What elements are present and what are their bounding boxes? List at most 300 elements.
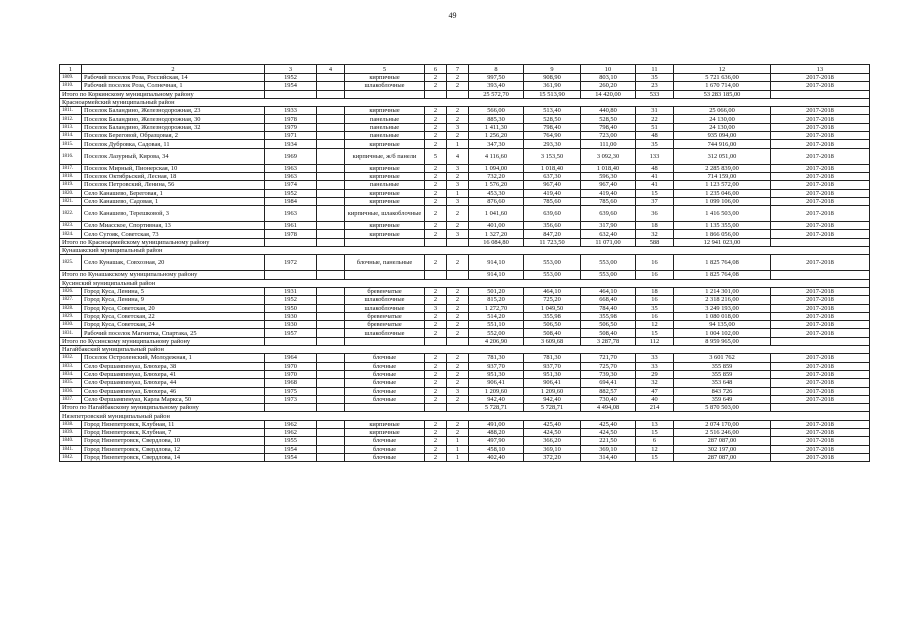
- area-living-cell: 906,41: [524, 379, 581, 387]
- row-number-cell: 1809.: [60, 74, 82, 82]
- column-number: 1: [60, 65, 82, 74]
- cost-cell: 714 159,00: [674, 172, 771, 180]
- column-number: 5: [345, 65, 425, 74]
- cost-cell: 302 197,00: [674, 445, 771, 453]
- area-living-cell: 424,50: [524, 428, 581, 436]
- col-4-cell: [317, 312, 345, 320]
- col-4-cell: [317, 445, 345, 453]
- empty-cell: [771, 90, 870, 98]
- column-number: 13: [771, 65, 870, 74]
- section-row: [60, 412, 870, 420]
- cost-cell: 3 249 193,00: [674, 304, 771, 312]
- table-row: [60, 123, 870, 131]
- wall-material-cell: блочные: [345, 379, 425, 387]
- period-cell: 2017-2018: [771, 164, 870, 172]
- area-residential-cell: 967,40: [581, 181, 636, 189]
- area-residential-cell: 798,40: [581, 123, 636, 131]
- wall-material-cell: кирпичные: [345, 230, 425, 238]
- floors-cell: 2: [425, 230, 447, 238]
- address-cell: Поселок Дубровка, Садовая, 11: [82, 140, 265, 148]
- entrances-cell: 3: [447, 123, 469, 131]
- residents-cell: 31: [636, 107, 674, 115]
- wall-material-cell: блочные, панельные: [345, 255, 425, 271]
- table-row: [60, 379, 870, 387]
- wall-material-cell: кирпичные: [345, 197, 425, 205]
- residents-cell: 32: [636, 230, 674, 238]
- residents-cell: 23: [636, 82, 674, 90]
- row-number-cell: 1836.: [60, 387, 82, 395]
- cost-cell: 287 087,00: [674, 437, 771, 445]
- col-4-cell: [317, 370, 345, 378]
- area-total-cell: 997,50: [469, 74, 524, 82]
- section-title: Кусинский муниципальный район: [60, 279, 870, 287]
- area-total-cell: 732,20: [469, 172, 524, 180]
- cost-cell: 1 099 106,00: [674, 197, 771, 205]
- address-cell: Село Фершампенуаз, Блюхера, 38: [82, 362, 265, 370]
- address-cell: Поселок Баландино, Железнодорожная, 23: [82, 107, 265, 115]
- area-total-cell: 885,30: [469, 115, 524, 123]
- wall-material-cell: кирпичные: [345, 189, 425, 197]
- table-row: [60, 82, 870, 90]
- residents-cell: 15: [636, 329, 674, 337]
- total-label: Итого по Коркинскому муниципальному району: [60, 90, 265, 98]
- year-built-cell: 1964: [265, 354, 317, 362]
- residents-cell: 51: [636, 123, 674, 131]
- area-living-cell: 942,40: [524, 395, 581, 403]
- cost-cell: 744 916,00: [674, 140, 771, 148]
- area-living-cell: 356,60: [524, 222, 581, 230]
- year-built-cell: 1969: [265, 148, 317, 164]
- row-number-cell: 1839.: [60, 428, 82, 436]
- area-residential-cell: 1 018,40: [581, 164, 636, 172]
- entrances-cell: 1: [447, 437, 469, 445]
- area-total-cell: 347,30: [469, 140, 524, 148]
- empty-cell: [447, 337, 469, 345]
- total-area-total-cell: 25 572,70: [469, 90, 524, 98]
- entrances-cell: 2: [447, 115, 469, 123]
- wall-material-cell: кирпичные: [345, 172, 425, 180]
- area-living-cell: 785,60: [524, 197, 581, 205]
- floors-cell: 2: [425, 379, 447, 387]
- entrances-cell: 1: [447, 453, 469, 461]
- period-cell: 2017-2018: [771, 206, 870, 222]
- empty-cell: [265, 337, 317, 345]
- section-title: Красноармейский муниципальный район: [60, 98, 870, 106]
- floors-cell: 2: [425, 132, 447, 140]
- total-area-living-cell: 3 609,68: [524, 337, 581, 345]
- total-label: Итого по Нагайбакскому муниципальному району: [60, 404, 265, 412]
- year-built-cell: 1984: [265, 197, 317, 205]
- cost-cell: 353 648: [674, 379, 771, 387]
- period-cell: 2017-2018: [771, 362, 870, 370]
- area-living-cell: 528,50: [524, 115, 581, 123]
- cost-cell: 1 214 301,00: [674, 287, 771, 295]
- section-row: [60, 279, 870, 287]
- address-cell: Город Куса, Советская, 20: [82, 304, 265, 312]
- table-row: [60, 140, 870, 148]
- year-built-cell: 1978: [265, 230, 317, 238]
- entrances-cell: 2: [447, 82, 469, 90]
- residents-cell: 41: [636, 172, 674, 180]
- period-cell: 2017-2018: [771, 123, 870, 131]
- address-cell: Село Канашево, Терешковой, 3: [82, 206, 265, 222]
- address-cell: Город Нязепетровск, Свердлова, 14: [82, 453, 265, 461]
- table-row: [60, 362, 870, 370]
- floors-cell: 2: [425, 206, 447, 222]
- row-number-cell: 1819.: [60, 181, 82, 189]
- residents-cell: 37: [636, 197, 674, 205]
- period-cell: 2017-2018: [771, 230, 870, 238]
- area-residential-cell: 784,40: [581, 304, 636, 312]
- floors-cell: 2: [425, 428, 447, 436]
- floors-cell: 2: [425, 420, 447, 428]
- row-number-cell: 1837.: [60, 395, 82, 403]
- residents-cell: 16: [636, 255, 674, 271]
- wall-material-cell: панельные: [345, 132, 425, 140]
- entrances-cell: 2: [447, 287, 469, 295]
- section-row: [60, 247, 870, 255]
- address-cell: Поселок Мирный, Пионерская, 10: [82, 164, 265, 172]
- period-cell: 2017-2018: [771, 82, 870, 90]
- area-living-cell: 3 153,50: [524, 148, 581, 164]
- total-area-total-cell: 914,10: [469, 271, 524, 279]
- area-total-cell: 1 327,20: [469, 230, 524, 238]
- entrances-cell: 2: [447, 74, 469, 82]
- cost-cell: 1 123 572,00: [674, 181, 771, 189]
- empty-cell: [771, 337, 870, 345]
- period-cell: 2017-2018: [771, 107, 870, 115]
- address-cell: Село Кунашак, Совхозная, 20: [82, 255, 265, 271]
- area-residential-cell: 596,30: [581, 172, 636, 180]
- year-built-cell: 1930: [265, 312, 317, 320]
- address-cell: Поселок Береговой, Образцовая, 2: [82, 132, 265, 140]
- residents-cell: 48: [636, 132, 674, 140]
- column-number-row: [60, 65, 870, 74]
- wall-material-cell: бревенчатые: [345, 321, 425, 329]
- empty-cell: [447, 271, 469, 279]
- area-residential-cell: 3 092,30: [581, 148, 636, 164]
- area-residential-cell: 317,90: [581, 222, 636, 230]
- row-number-cell: 1835.: [60, 379, 82, 387]
- row-number-cell: 1818.: [60, 172, 82, 180]
- area-living-cell: 798,40: [524, 123, 581, 131]
- row-number-cell: 1817.: [60, 164, 82, 172]
- area-residential-cell: 528,50: [581, 115, 636, 123]
- floors-cell: 2: [425, 395, 447, 403]
- total-row: [60, 337, 870, 345]
- wall-material-cell: блочные: [345, 437, 425, 445]
- total-label: Итого по Кусинскому муниципальному району: [60, 337, 265, 345]
- row-number-cell: 1834.: [60, 370, 82, 378]
- col-4-cell: [317, 82, 345, 90]
- area-total-cell: 402,40: [469, 453, 524, 461]
- year-built-cell: 1973: [265, 395, 317, 403]
- address-cell: Город Нязепетровск, Свердлова, 10: [82, 437, 265, 445]
- empty-cell: [265, 271, 317, 279]
- address-cell: Село Сугояк, Советская, 73: [82, 230, 265, 238]
- total-cost-cell: 8 959 965,00: [674, 337, 771, 345]
- address-cell: Рабочий поселок Роза, Российская, 14: [82, 74, 265, 82]
- row-number-cell: 1828.: [60, 304, 82, 312]
- row-number-cell: 1840.: [60, 437, 82, 445]
- row-number-cell: 1814.: [60, 132, 82, 140]
- column-number: 2: [82, 65, 265, 74]
- period-cell: 2017-2018: [771, 197, 870, 205]
- table-row: [60, 74, 870, 82]
- empty-cell: [425, 337, 447, 345]
- period-cell: 2017-2018: [771, 181, 870, 189]
- area-residential-cell: 369,10: [581, 445, 636, 453]
- period-cell: 2017-2018: [771, 287, 870, 295]
- table-row: [60, 197, 870, 205]
- year-built-cell: 1933: [265, 107, 317, 115]
- table-row: [60, 148, 870, 164]
- residents-cell: 35: [636, 74, 674, 82]
- cost-cell: 1 080 018,00: [674, 312, 771, 320]
- area-living-cell: 366,20: [524, 437, 581, 445]
- area-living-cell: 908,90: [524, 74, 581, 82]
- area-residential-cell: 725,70: [581, 362, 636, 370]
- cost-cell: 2 285 839,00: [674, 164, 771, 172]
- year-built-cell: 1963: [265, 172, 317, 180]
- table-row: [60, 453, 870, 461]
- empty-cell: [265, 238, 317, 246]
- row-number-cell: 1820.: [60, 189, 82, 197]
- col-4-cell: [317, 453, 345, 461]
- area-total-cell: 552,00: [469, 329, 524, 337]
- entrances-cell: 3: [447, 387, 469, 395]
- total-area-residential-cell: 3 287,78: [581, 337, 636, 345]
- entrances-cell: 2: [447, 329, 469, 337]
- row-number-cell: 1825.: [60, 255, 82, 271]
- table-row: [60, 132, 870, 140]
- total-area-living-cell: 11 723,50: [524, 238, 581, 246]
- year-built-cell: 1970: [265, 370, 317, 378]
- section-title: Нагайбакский муниципальный район: [60, 346, 870, 354]
- year-built-cell: 1954: [265, 453, 317, 461]
- area-living-cell: 506,50: [524, 321, 581, 329]
- floors-cell: 5: [425, 148, 447, 164]
- table-row: [60, 287, 870, 295]
- residents-cell: 29: [636, 370, 674, 378]
- table-row: [60, 312, 870, 320]
- area-living-cell: 355,98: [524, 312, 581, 320]
- floors-cell: 2: [425, 329, 447, 337]
- table-row: [60, 115, 870, 123]
- entrances-cell: 2: [447, 107, 469, 115]
- wall-material-cell: шлакоблочные: [345, 82, 425, 90]
- table-row: [60, 445, 870, 453]
- table-row: [60, 206, 870, 222]
- address-cell: Село Фершампенуаз, Блюхера, 41: [82, 370, 265, 378]
- floors-cell: 2: [425, 296, 447, 304]
- total-label: Итого по Красноармейскому муниципальному району: [60, 238, 265, 246]
- table-row: [60, 164, 870, 172]
- residents-cell: 36: [636, 206, 674, 222]
- address-cell: Город Куса, Советская, 24: [82, 321, 265, 329]
- area-residential-cell: 730,40: [581, 395, 636, 403]
- floors-cell: 2: [425, 321, 447, 329]
- column-number: 9: [524, 65, 581, 74]
- area-total-cell: 781,30: [469, 354, 524, 362]
- area-living-cell: 781,30: [524, 354, 581, 362]
- floors-cell: 2: [425, 181, 447, 189]
- area-total-cell: 1 411,30: [469, 123, 524, 131]
- year-built-cell: 1954: [265, 445, 317, 453]
- area-living-cell: 508,40: [524, 329, 581, 337]
- total-area-total-cell: 16 084,80: [469, 238, 524, 246]
- address-cell: Город Нязепетровск, Клубная, 11: [82, 420, 265, 428]
- residents-cell: 18: [636, 287, 674, 295]
- area-total-cell: 566,00: [469, 107, 524, 115]
- year-built-cell: 1974: [265, 181, 317, 189]
- residents-cell: 18: [636, 222, 674, 230]
- area-residential-cell: 419,40: [581, 189, 636, 197]
- cost-cell: 2 516 246,00: [674, 428, 771, 436]
- empty-cell: [425, 90, 447, 98]
- row-number-cell: 1832.: [60, 354, 82, 362]
- cost-cell: 5 721 636,00: [674, 74, 771, 82]
- year-built-cell: 1970: [265, 362, 317, 370]
- area-total-cell: 1 209,60: [469, 387, 524, 395]
- period-cell: 2017-2018: [771, 354, 870, 362]
- entrances-cell: 2: [447, 321, 469, 329]
- cost-cell: 2 074 170,00: [674, 420, 771, 428]
- address-cell: Село Фершампенуаз, Блюхера, 46: [82, 387, 265, 395]
- residents-cell: 41: [636, 181, 674, 189]
- address-cell: Город Куса, Ленина, 9: [82, 296, 265, 304]
- area-living-cell: 293,30: [524, 140, 581, 148]
- entrances-cell: 3: [447, 181, 469, 189]
- row-number-cell: 1822.: [60, 206, 82, 222]
- area-residential-cell: 506,50: [581, 321, 636, 329]
- table-row: [60, 172, 870, 180]
- area-total-cell: 1 256,20: [469, 132, 524, 140]
- floors-cell: 2: [425, 453, 447, 461]
- entrances-cell: 2: [447, 222, 469, 230]
- row-number-cell: 1831.: [60, 329, 82, 337]
- area-living-cell: 937,70: [524, 362, 581, 370]
- wall-material-cell: кирпичные, шлакоблочные: [345, 206, 425, 222]
- row-number-cell: 1826.: [60, 287, 82, 295]
- total-row: [60, 271, 870, 279]
- row-number-cell: 1812.: [60, 115, 82, 123]
- area-living-cell: 513,40: [524, 107, 581, 115]
- address-cell: Поселок Петровский, Ленина, 56: [82, 181, 265, 189]
- floors-cell: 2: [425, 107, 447, 115]
- residents-cell: 133: [636, 148, 674, 164]
- residents-cell: 47: [636, 387, 674, 395]
- address-cell: Город Куса, Ленина, 5: [82, 287, 265, 295]
- period-cell: 2017-2018: [771, 370, 870, 378]
- area-living-cell: 1 018,40: [524, 164, 581, 172]
- entrances-cell: 2: [447, 370, 469, 378]
- period-cell: 2017-2018: [771, 329, 870, 337]
- entrances-cell: 2: [447, 255, 469, 271]
- empty-cell: [345, 90, 425, 98]
- section-row: [60, 98, 870, 106]
- wall-material-cell: блочные: [345, 362, 425, 370]
- row-number-cell: 1823.: [60, 222, 82, 230]
- col-4-cell: [317, 296, 345, 304]
- table-row: [60, 181, 870, 189]
- address-cell: Село Фершампенуаз, Карла Маркса, 50: [82, 395, 265, 403]
- area-living-cell: 725,20: [524, 296, 581, 304]
- cost-cell: 2 318 216,00: [674, 296, 771, 304]
- empty-cell: [317, 337, 345, 345]
- entrances-cell: 3: [447, 197, 469, 205]
- area-residential-cell: 694,41: [581, 379, 636, 387]
- row-number-cell: 1838.: [60, 420, 82, 428]
- total-residents-cell: 588: [636, 238, 674, 246]
- area-total-cell: 815,20: [469, 296, 524, 304]
- entrances-cell: 2: [447, 304, 469, 312]
- year-built-cell: 1957: [265, 329, 317, 337]
- area-total-cell: 501,20: [469, 287, 524, 295]
- period-cell: 2017-2018: [771, 132, 870, 140]
- housing-register-table: [59, 64, 870, 462]
- section-title: Кунашакский муниципальный район: [60, 247, 870, 255]
- floors-cell: 2: [425, 370, 447, 378]
- cost-cell: 1 670 714,00: [674, 82, 771, 90]
- wall-material-cell: кирпичные: [345, 74, 425, 82]
- total-residents-cell: 214: [636, 404, 674, 412]
- total-row: [60, 238, 870, 246]
- col-4-cell: [317, 123, 345, 131]
- residents-cell: 48: [636, 164, 674, 172]
- address-cell: Поселок Лазурный, Кирова, 34: [82, 148, 265, 164]
- floors-cell: 2: [425, 222, 447, 230]
- entrances-cell: 2: [447, 354, 469, 362]
- period-cell: 2017-2018: [771, 312, 870, 320]
- period-cell: 2017-2018: [771, 387, 870, 395]
- area-total-cell: 497,90: [469, 437, 524, 445]
- empty-cell: [317, 90, 345, 98]
- wall-material-cell: блочные: [345, 445, 425, 453]
- empty-cell: [345, 404, 425, 412]
- cost-cell: 1 416 503,00: [674, 206, 771, 222]
- section-title: Нязепетровский муниципальный район: [60, 412, 870, 420]
- column-number: 3: [265, 65, 317, 74]
- empty-cell: [317, 271, 345, 279]
- row-number-cell: 1830.: [60, 321, 82, 329]
- cost-cell: 355 859: [674, 370, 771, 378]
- area-living-cell: 369,10: [524, 445, 581, 453]
- area-residential-cell: 553,00: [581, 255, 636, 271]
- area-residential-cell: 632,40: [581, 230, 636, 238]
- residents-cell: 35: [636, 304, 674, 312]
- floors-cell: 2: [425, 140, 447, 148]
- year-built-cell: 1978: [265, 115, 317, 123]
- empty-cell: [425, 404, 447, 412]
- floors-cell: 2: [425, 255, 447, 271]
- area-residential-cell: 785,60: [581, 197, 636, 205]
- total-area-living-cell: 553,00: [524, 271, 581, 279]
- area-living-cell: 553,00: [524, 255, 581, 271]
- area-residential-cell: 260,20: [581, 82, 636, 90]
- residents-cell: 15: [636, 453, 674, 461]
- floors-cell: 2: [425, 387, 447, 395]
- area-residential-cell: 314,40: [581, 453, 636, 461]
- col-4-cell: [317, 395, 345, 403]
- year-built-cell: 1952: [265, 296, 317, 304]
- wall-material-cell: кирпичные: [345, 164, 425, 172]
- residents-cell: 15: [636, 428, 674, 436]
- wall-material-cell: кирпичные, ж/б панели: [345, 148, 425, 164]
- area-total-cell: 937,70: [469, 362, 524, 370]
- cost-cell: 359 649: [674, 395, 771, 403]
- address-cell: Село Миасское, Спортивная, 13: [82, 222, 265, 230]
